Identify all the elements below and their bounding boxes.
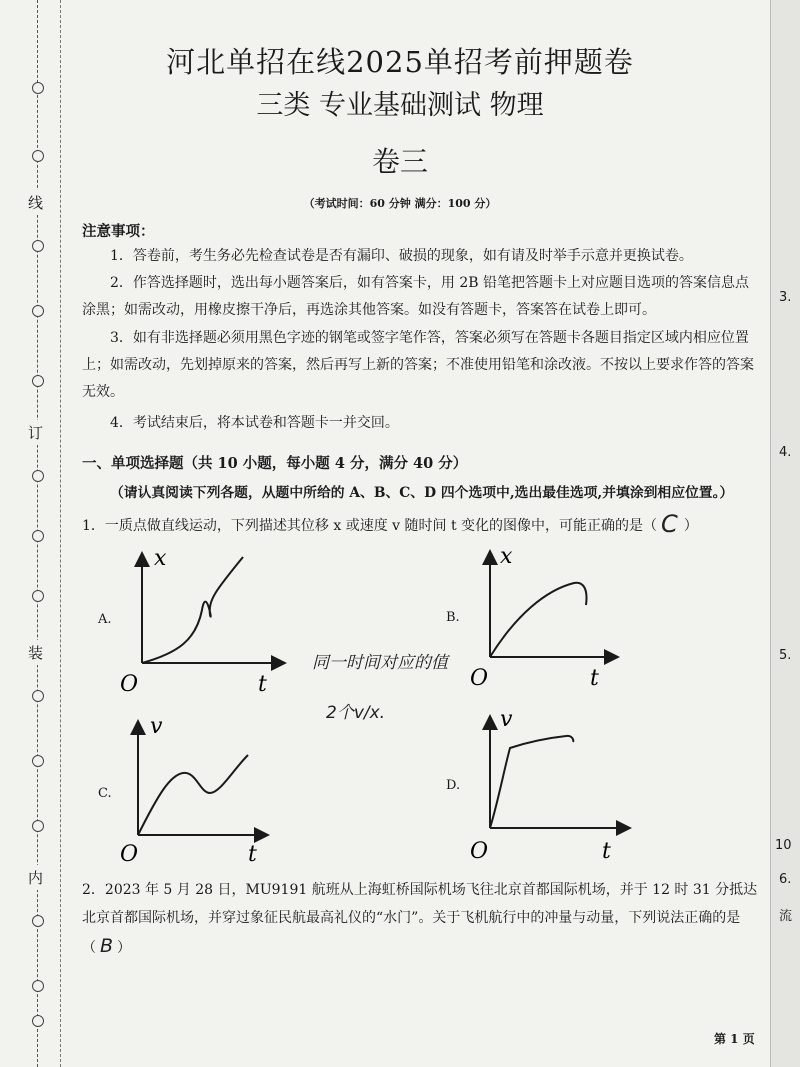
- origin-label: O: [120, 842, 139, 867]
- binding-char: 内: [28, 865, 43, 890]
- binding-margin: [0, 0, 61, 1067]
- binding-hole-icon: [32, 470, 44, 482]
- graph-a: [118, 545, 288, 695]
- handwritten-answer: B: [100, 935, 114, 957]
- option-label: D.: [446, 778, 461, 793]
- handwritten-note: 2个v/x.: [326, 703, 386, 723]
- next-page-fragment: 6.: [779, 872, 792, 887]
- notice-item: 3．如有非选择题必须用黑色字迹的钢笔或签字笔作答，答案必须写在答题卡各题目指定区域内相应位置上；如需改动，先划掉原来的答案，然后再写上新的答案；不准使用铅笔和涂改液。不按以上要求作答的答案无效。: [82, 330, 754, 400]
- binding-hole-icon: [32, 375, 44, 387]
- graph-c: [118, 715, 278, 867]
- option-label: A.: [98, 612, 112, 627]
- binding-char: 装: [28, 640, 43, 665]
- binding-char: 订: [28, 420, 43, 445]
- next-page-fragment: 3.: [779, 290, 792, 305]
- binding-hole-icon: [32, 530, 44, 542]
- x-axis-label: t: [602, 839, 611, 864]
- origin-label: O: [470, 839, 489, 864]
- notice-heading: 注意事项：: [82, 223, 155, 240]
- page-number: 第 1 页: [714, 1032, 755, 1046]
- binding-hole-icon: [32, 980, 44, 992]
- origin-label: O: [120, 672, 139, 695]
- binding-hole-icon: [32, 1015, 44, 1027]
- exam-subtitle: 三类 专业基础测试 物理: [256, 90, 544, 121]
- question-1-text: 1．一质点做直线运动，下列描述其位移 x 或速度 v 随时间 t 变化的图像中，可能正确的是（: [82, 518, 658, 534]
- next-page-fragment: 流: [779, 909, 793, 924]
- notice-item: 2．作答选择题时，选出每小题答案后，如有答案卡，用 2B 铅笔把答题卡上对应题目选项的答案信息点涂黑；如需改动，用橡皮擦干净后，再选涂其他答案。如没有答题卡，答案答在试卷上即可。: [82, 275, 750, 318]
- y-axis-label: v: [150, 715, 163, 739]
- y-axis-label: x: [500, 545, 513, 569]
- curve-c: [138, 755, 248, 835]
- binding-hole-icon: [32, 82, 44, 94]
- question-1: 1．一质点做直线运动，下列描述其位移 x 或速度 v 随时间 t 变化的图像中，可能正确的是（ C ）: [82, 510, 698, 538]
- next-page-edge: [770, 0, 800, 1067]
- notice-item: 1．答卷前，考生务必先检查试卷是否有漏印、破损的现象，如有请及时举手示意并更换试卷。: [110, 248, 693, 264]
- binding-hole-icon: [32, 305, 44, 317]
- binding-hole-icon: [32, 820, 44, 832]
- binding-hole-icon: [32, 150, 44, 162]
- paper-label: 卷三: [371, 145, 428, 178]
- binding-hole-icon: [32, 590, 44, 602]
- x-axis-label: t: [590, 666, 599, 691]
- x-axis-label: t: [248, 842, 257, 867]
- handwritten-note: 同一时间对应的值: [312, 653, 448, 673]
- curve-a: [142, 557, 243, 663]
- section-heading: 一、单项选择题（共 10 小题，每小题 4 分，满分 40 分）: [82, 455, 468, 472]
- binding-hole-icon: [32, 690, 44, 702]
- option-label: B.: [446, 610, 460, 625]
- notice-item: 4．考试结束后，将本试卷和答题卡一并交回。: [110, 415, 399, 431]
- option-label: C.: [98, 786, 112, 801]
- next-page-fragment: 10: [775, 838, 792, 853]
- binding-hole-icon: [32, 915, 44, 927]
- binding-hole-icon: [32, 240, 44, 252]
- curve-b: [490, 583, 587, 657]
- exam-title: 河北单招在线2025单招考前押题卷: [166, 45, 634, 79]
- y-axis-label: v: [500, 712, 513, 732]
- handwritten-answer: C: [661, 510, 678, 538]
- origin-label: O: [470, 666, 489, 691]
- binding-hole-icon: [32, 755, 44, 767]
- x-axis-label: t: [258, 672, 267, 695]
- y-axis-label: x: [154, 546, 167, 571]
- question-2-text: 2．2023 年 5 月 28 日，MU9191 航班从上海虹桥国际机场飞往北京首都国际机场，并于 12 时 31 分抵达北京首都国际机场，并穿过象征民航最高礼仪的“水门”。关于飞机航行中的冲量与动量，下列说法正确的是（: [82, 882, 758, 956]
- next-page-fragment: 4.: [779, 445, 792, 460]
- graph-b: [466, 545, 636, 695]
- section-instruction: （请认真阅读下列各题，从题中所给的 A、B、C、D 四个选项中,选出最佳选项,并填涂到相应位置。）: [110, 485, 734, 501]
- next-page-fragment: 5.: [779, 648, 792, 663]
- binding-char: 线: [28, 190, 43, 215]
- question-2: 2．2023 年 5 月 28 日，MU9191 航班从上海虹桥国际机场飞往北京首都国际机场，并于 12 时 31 分抵达北京首都国际机场，并穿过象征民航最高礼仪的“水门”。关于飞机航行中的冲量与动量，下列说法正确的是（ B ）: [82, 882, 758, 957]
- curve-d: [490, 736, 573, 828]
- exam-info: （考试时间：60 分钟 满分：100 分）: [303, 197, 497, 210]
- graph-d: [468, 712, 638, 864]
